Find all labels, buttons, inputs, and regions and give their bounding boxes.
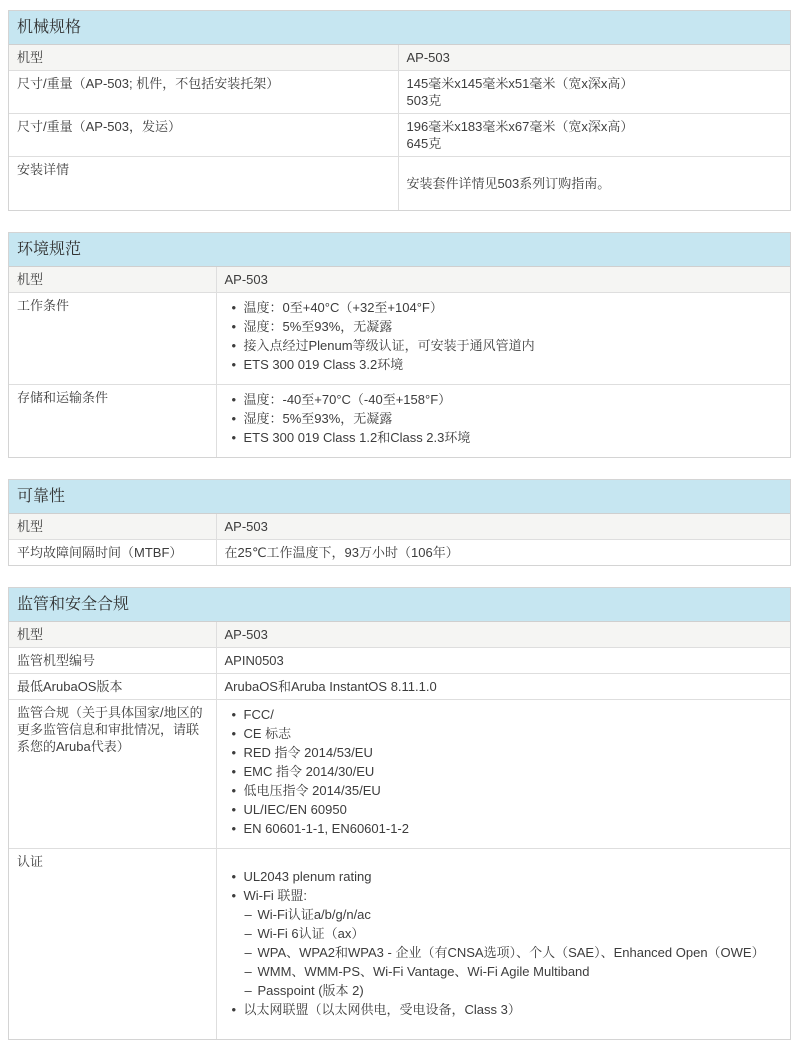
sub-bullet-item: – WPA、WPA2和WPA3 - 企业（有CNSA选项）、个人（SAE）、Enhanced Open（OWE） — [244, 943, 783, 962]
bullet-list — [225, 867, 783, 1019]
bullet-item: • RED 指令 2014/53/EU — [225, 743, 783, 762]
row-value: AP-503 — [398, 45, 790, 71]
section-regulatory-compliance — [8, 587, 791, 1040]
value-paragraph: 安装套件详情见503系列订购指南。 — [406, 176, 611, 191]
table-row — [9, 293, 790, 385]
bullet-item: • EN 60601-1-1, EN60601-1-2 — [225, 819, 783, 838]
section-title: 机械规格 — [9, 11, 790, 45]
bullet-item: • 温度：0至+40°C（+32至+104°F） — [225, 298, 783, 317]
row-value: APIN0503 — [216, 648, 790, 674]
bullet-item: • UL2043 plenum rating — [225, 867, 783, 886]
table-row — [9, 622, 790, 648]
row-label: 监管机型编号 — [9, 648, 216, 674]
row-label: 尺寸/重量（AP-503; 机件，不包括安装托架） — [9, 71, 398, 114]
sub-bullet-item: – Passpoint (版本 2) — [244, 981, 783, 1000]
table-row — [9, 648, 790, 674]
row-value: ArubaOS和Aruba InstantOS 8.11.1.0 — [216, 674, 790, 700]
section-title: 监管和安全合规 — [9, 588, 790, 622]
section-mechanical-specs — [8, 10, 791, 211]
table-row — [9, 114, 790, 157]
row-value — [398, 114, 790, 157]
bullet-item: • CE 标志 — [225, 724, 783, 743]
value-line: 503克 — [406, 93, 442, 108]
row-value: AP-503 — [216, 514, 790, 540]
mechanical-specs-table — [9, 45, 790, 210]
table-row — [9, 267, 790, 293]
sub-bullet-list — [244, 905, 783, 1000]
bullet-item: • 湿度：5%至93%，无凝露 — [225, 317, 783, 336]
table-row — [9, 45, 790, 71]
value-line: 645克 — [406, 136, 442, 151]
sub-bullet-item: – Wi-Fi认证a/b/g/n/ac — [244, 905, 783, 924]
bullet-item: • ETS 300 019 Class 1.2和Class 2.3环境 — [225, 428, 783, 447]
bullet-item-label: Wi-Fi 联盟: — [243, 888, 308, 903]
row-label: 最低ArubaOS版本 — [9, 674, 216, 700]
row-label: 机型 — [9, 622, 216, 648]
sub-bullet-item: – Wi-Fi 6认证（ax） — [244, 924, 783, 943]
bullet-item: • FCC/ — [225, 705, 783, 724]
environmental-specs-table — [9, 267, 790, 457]
bullet-list — [225, 705, 783, 838]
row-label: 认证 — [9, 849, 216, 1040]
row-label: 机型 — [9, 267, 216, 293]
bullet-list — [225, 298, 783, 374]
section-environmental-specs — [8, 232, 791, 458]
bullet-item: • 湿度：5%至93%，无凝露 — [225, 409, 783, 428]
row-value — [216, 293, 790, 385]
table-row — [9, 157, 790, 211]
bullet-item: • 低电压指令 2014/35/EU — [225, 781, 783, 800]
row-value: AP-503 — [216, 622, 790, 648]
bullet-item: • UL/IEC/EN 60950 — [225, 800, 783, 819]
table-row — [9, 385, 790, 458]
reliability-table — [9, 514, 790, 565]
bullet-item: • 接入点经过Plenum等级认证，可安装于通风管道内 — [225, 336, 783, 355]
table-row — [9, 71, 790, 114]
section-reliability — [8, 479, 791, 566]
bullet-item: • EMC 指令 2014/30/EU — [225, 762, 783, 781]
row-label: 监管合规（关于具体国家/地区的更多监管信息和审批情况，请联系您的Aruba代表） — [9, 700, 216, 849]
regulatory-compliance-table — [9, 622, 790, 1039]
table-row — [9, 674, 790, 700]
table-row — [9, 514, 790, 540]
bullet-item: • ETS 300 019 Class 3.2环境 — [225, 355, 783, 374]
section-title: 可靠性 — [9, 480, 790, 514]
row-value: AP-503 — [216, 267, 790, 293]
bullet-item: • 以太网联盟（以太网供电，受电设备，Class 3） — [225, 1000, 783, 1019]
row-value — [398, 157, 790, 211]
section-title: 环境规范 — [9, 233, 790, 267]
bullet-item — [225, 886, 783, 1000]
bullet-item: • 温度：-40至+70°C（-40至+158°F） — [225, 390, 783, 409]
table-row — [9, 700, 790, 849]
row-value — [398, 71, 790, 114]
row-value — [216, 849, 790, 1040]
table-row — [9, 849, 790, 1040]
row-label: 平均故障间隔时间（MTBF） — [9, 540, 216, 566]
row-value — [216, 385, 790, 458]
row-label: 机型 — [9, 45, 398, 71]
row-label: 工作条件 — [9, 293, 216, 385]
value-line: 145毫米x145毫米x51毫米（宽x深x高） — [406, 76, 634, 91]
row-label: 尺寸/重量（AP-503，发运） — [9, 114, 398, 157]
sub-bullet-item: – WMM、WMM-PS、Wi-Fi Vantage、Wi-Fi Agile Multiband — [244, 962, 783, 981]
table-row — [9, 540, 790, 566]
row-label: 存储和运输条件 — [9, 385, 216, 458]
row-value: 在25℃工作温度下，93万小时（106年） — [216, 540, 790, 566]
value-line: 196毫米x183毫米x67毫米（宽x深x高） — [406, 119, 634, 134]
row-value — [216, 700, 790, 849]
row-label: 安装详情 — [9, 157, 398, 211]
row-label: 机型 — [9, 514, 216, 540]
bullet-list — [225, 390, 783, 447]
